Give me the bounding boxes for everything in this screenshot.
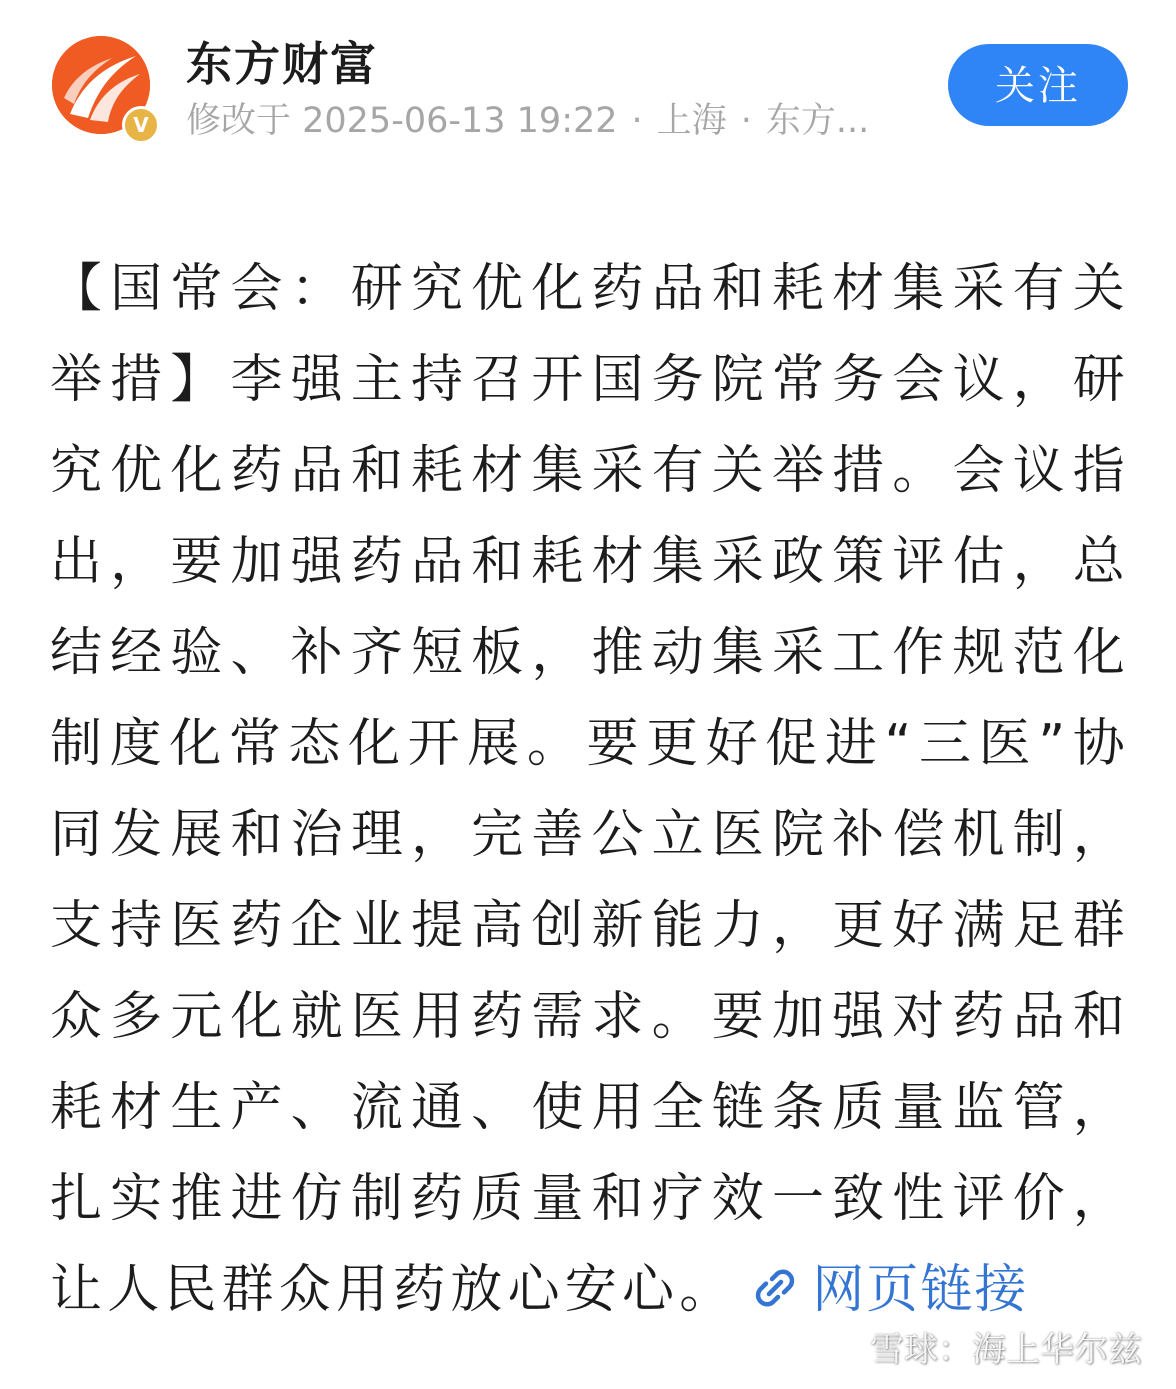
post-header [0,0,1176,170]
post-text: 【国常会：研究优化药品和耗材集采有关举措】李强主持召开国务院常务会议，研究优化药品和耗材集采有关举措。会议指出，要加强药品和耗材集采政策评估，总结经验、补齐短板，推动集采工作规范化制度化常态化开展。要更好促进“三医”协同发展和治理，完善公立医院补偿机制，支持医药企业提高创新能力，更好满足群众多元化就医用药需求。要加强对药品和耗材生产、流通、使用全链条质量监管，扎实推进仿制药质量和疗效一致性评价，让人民群众用药放心安心。 [50,259,1130,1320]
xueqiu-logo-icon [828,1332,862,1366]
meta-separator: · [740,101,752,141]
account-name[interactable]: 东方财富 [186,37,378,91]
post-body [50,244,1130,1336]
post-meta [186,98,906,144]
follow-button[interactable]: 关注 [948,44,1128,126]
post-location: 上海 [656,101,727,141]
web-link-label: 网页链接 [812,1260,1029,1320]
verified-badge-icon: V [122,106,160,144]
link-icon [752,1265,798,1311]
watermark [828,1328,1142,1372]
watermark-text: 雪球：海上华尔兹 [870,1330,1142,1370]
modified-time: 修改于 2025-06-13 19:22 [186,101,618,141]
meta-separator: · [631,101,643,141]
post-source: 东方... [765,101,870,141]
web-link[interactable] [752,1260,1028,1320]
